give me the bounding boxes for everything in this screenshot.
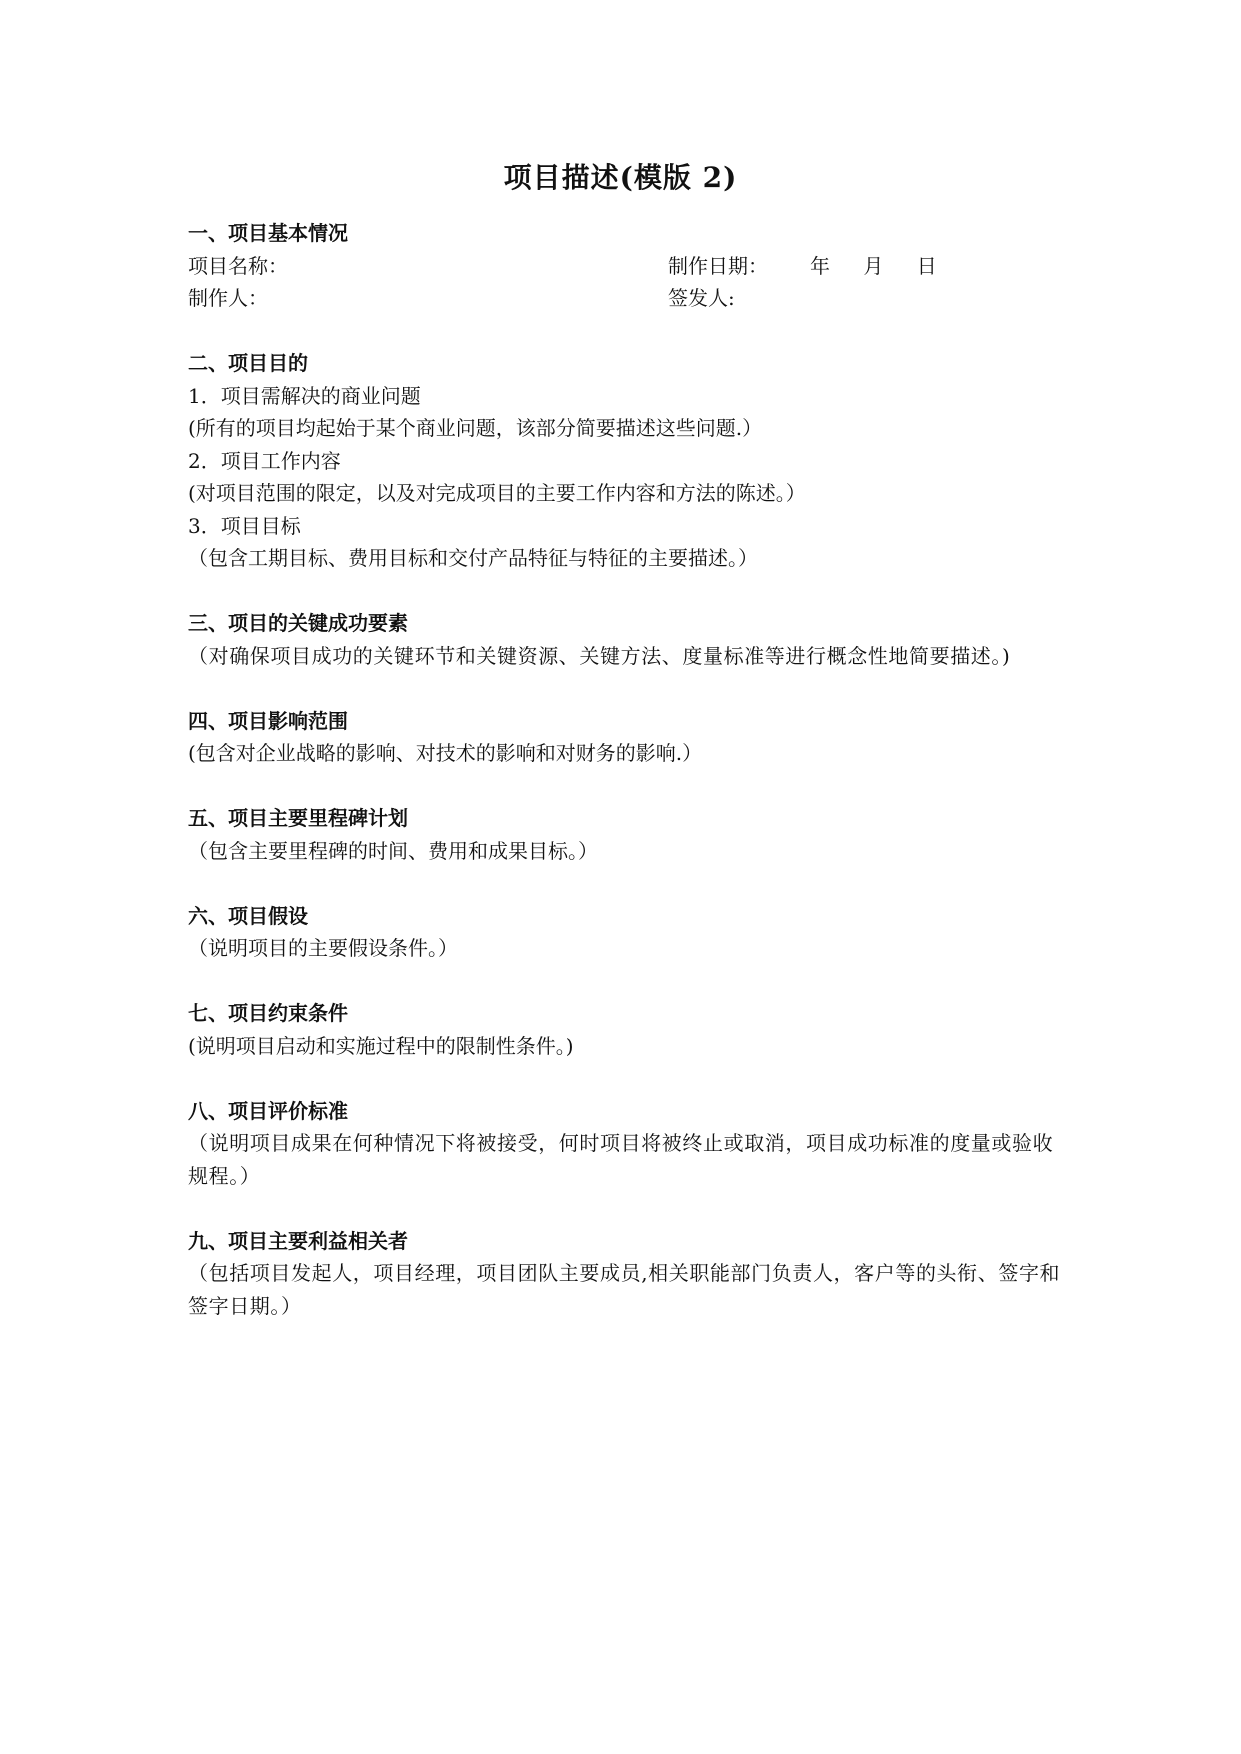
spacer <box>188 575 1068 608</box>
document-title: 项目描述(模版 2) <box>503 161 738 194</box>
purpose-item-2-title: 2．项目工作内容 <box>188 448 341 473</box>
assumptions-desc: （说明项目的主要假设条件。） <box>188 936 458 960</box>
purpose-item-1-desc: (所有的项目均起始于某个商业问题，该部分简要描述这些问题.） <box>188 416 763 440</box>
spacer <box>188 315 1068 348</box>
section-heading-impact-scope: 四、项目影响范围 <box>188 708 348 733</box>
section-heading-assumptions: 六、项目假设 <box>188 903 308 928</box>
issuer-label: 签发人: <box>668 286 735 310</box>
purpose-item-2-desc: (对项目范围的限定，以及对完成项目的主要工作内容和方法的陈述。） <box>188 481 806 505</box>
spacer <box>188 1062 1068 1095</box>
project-name-label: 项目名称： <box>188 253 288 278</box>
evaluation-criteria-desc: （说明项目成果在何种情况下将被接受，何时项目将被终止或取消，项目成功标准的度量或验收规程。） <box>188 1131 1054 1188</box>
date-fields <box>810 250 964 283</box>
impact-scope-desc: (包含对企业战略的影响、对技术的影响和对财务的影响.） <box>188 741 703 765</box>
basic-info-row-1 <box>188 250 1068 283</box>
constraints-desc: (说明项目启动和实施过程中的限制性条件。) <box>188 1033 574 1058</box>
date-month-label: 月 <box>863 253 884 278</box>
spacer <box>188 770 1068 803</box>
key-success-factors-desc: （对确保项目成功的关键环节和关键资源、关键方法、度量标准等进行概念性地简要描述。) <box>188 643 1011 668</box>
purpose-item-3-desc: （包含工期目标、费用目标和交付产品特征与特征的主要描述。） <box>188 546 758 570</box>
milestones-desc: （包含主要里程碑的时间、费用和成果目标。） <box>188 838 598 863</box>
document-body <box>188 217 1068 1322</box>
date-year-label: 年 <box>810 253 830 278</box>
spacer <box>188 965 1068 998</box>
section-heading-milestones: 五、项目主要里程碑计划 <box>188 806 408 830</box>
purpose-item-3-title: 3．项目目标 <box>188 513 301 538</box>
basic-info-row-2 <box>188 282 1068 315</box>
purpose-item-1-title: 1．项目需解决的商业问题 <box>188 383 421 408</box>
stakeholders-desc: （包括项目发起人，项目经理，项目团队主要成员,相关职能部门负责人，客户等的头衔、签字和签字日期。） <box>188 1261 1061 1318</box>
section-heading-constraints: 七、项目约束条件 <box>188 1001 348 1025</box>
section-heading-key-success-factors: 三、项目的关键成功要素 <box>188 611 408 635</box>
spacer <box>188 867 1068 900</box>
spacer <box>188 1192 1068 1225</box>
section-heading-purpose: 二、项目目的 <box>188 351 308 375</box>
spacer <box>188 672 1068 705</box>
section-heading-evaluation-criteria: 八、项目评价标准 <box>188 1098 348 1123</box>
section-heading-stakeholders: 九、项目主要利益相关者 <box>188 1228 408 1253</box>
section-heading-basic-info: 一、项目基本情况 <box>188 221 348 245</box>
date-label: 制作日期： <box>668 253 768 278</box>
date-day-label: 日 <box>916 253 937 278</box>
author-label: 制作人： <box>188 286 268 310</box>
